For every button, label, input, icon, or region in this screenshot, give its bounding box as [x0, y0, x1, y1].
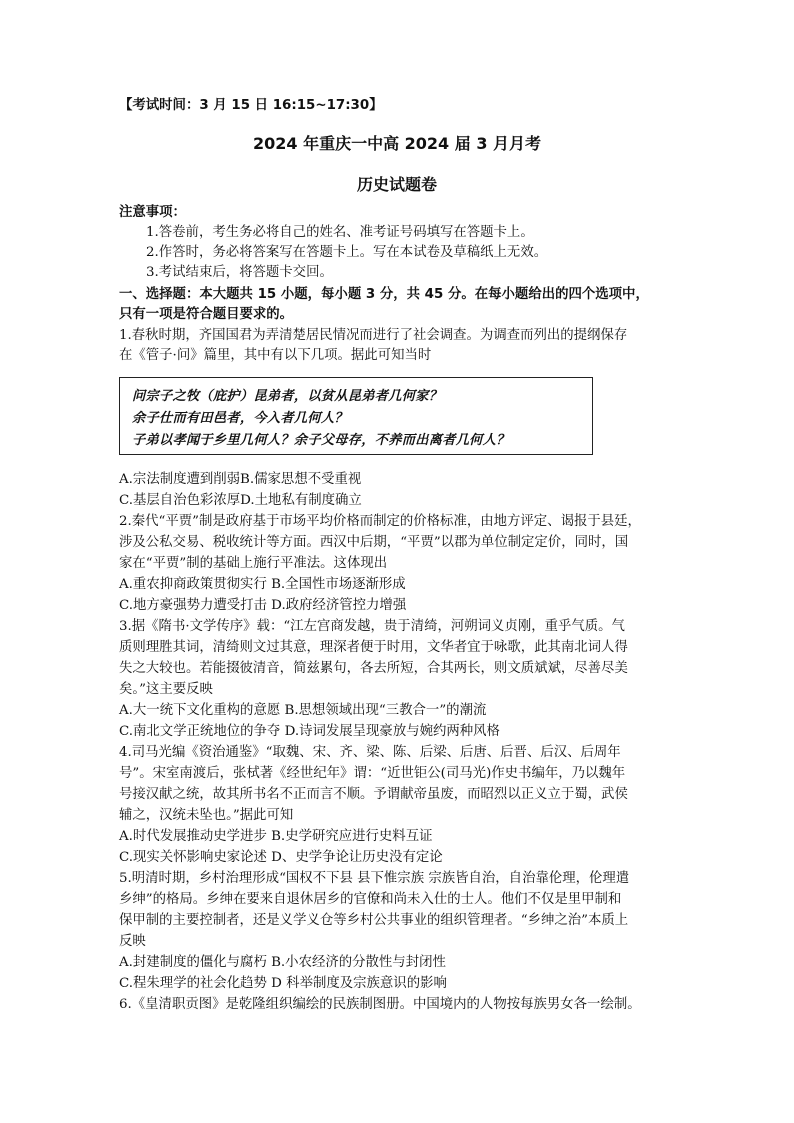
- note-item: 1.答卷前，考生务必将自己的姓名、准考证号码填写在答题卡上。: [146, 225, 534, 240]
- q2-stem: 家在“平贾”制的基础上施行平准法。这体现出: [119, 556, 388, 571]
- q5-stem: 反映: [119, 934, 146, 949]
- q1-quote-line: 余子仕而有田邑者，今入者几何人？: [132, 411, 348, 426]
- q5-stem: 5.明清时期，乡村治理形成“国权不下县 县下惟宗族 宗族皆自治，自治靠伦理，伦理遣: [119, 871, 630, 886]
- q1-option: C.基层自治色彩浓厚D.土地私有制度确立: [119, 493, 362, 508]
- q1-quote-line: 子弟以孝闻于乡里几何人？余子父母存，不养而出离者几何人？: [132, 433, 510, 448]
- q3-stem: 3.据《隋书·文学传序》载：“江左宫商发越，贵于清绮，河朔词义贞刚，重乎气质。气: [119, 619, 625, 634]
- q4-stem: 号”。宋室南渡后，张栻著《经世纪年》谓：“近世钜公(司马光)作史书编年，乃以魏年: [119, 766, 626, 781]
- q1-option: A.宗法制度遭到削弱B.儒家思想不受重视: [119, 472, 362, 487]
- q4-option: C.现实关怀影响史家论述 D、史学争论让历史没有定论: [119, 850, 443, 865]
- q2-stem: 涉及公私交易、税收统计等方面。西汉中后期，“平贾”以郡为单位制定定价，同时，国: [119, 535, 629, 550]
- q4-stem: 辅之，汉统未坠也。”据此可知: [119, 808, 294, 823]
- q5-option: C.程朱理学的社会化趋势 D 科举制度及宗族意识的影响: [119, 976, 447, 991]
- section-heading-cont: 只有一项是符合题目要求的。: [119, 307, 294, 322]
- q4-stem: 号接汉献之统，故其所书名不正而言不顺。予谓献帝虽废，而昭烈以正义立于蜀，武侯: [119, 787, 628, 802]
- q2-option: A.重农抑商政策贯彻实行 B.全国性市场逐渐形成: [119, 577, 406, 592]
- q3-option: A.大一统下文化重构的意愿 B.思想领域出现“三教合一”的潮流: [119, 703, 487, 718]
- q5-stem: 乡绅”的格局。乡绅在要来自退休居乡的官僚和尚未入仕的士人。他们不仅是里甲制和: [119, 892, 622, 907]
- q3-option: C.南北文学正统地位的争夺 D.诗词发展呈现豪放与婉约两种风格: [119, 724, 500, 739]
- note-item: 2.作答时，务必将答案写在答题卡上。写在本试卷及草稿纸上无效。: [146, 245, 548, 260]
- exam-time: 【考试时间：3 月 15 日 16:15~17:30】: [119, 98, 383, 113]
- q4-option: A.时代发展推动史学进步 B.史学研究应进行史料互证: [119, 829, 433, 844]
- q1-quote-line: 问宗子之牧（庇护）昆弟者，以贫从昆弟者几何家？: [132, 389, 443, 404]
- q1-stem: 1.春秋时期，齐国国君为弄清楚居民情况而进行了社会调查。为调查而列出的提纲保存: [119, 328, 628, 343]
- note-item: 3.考试结束后，将答题卡交回。: [146, 265, 333, 280]
- q2-stem: 2.秦代“平贾”制是政府基于市场平均价格而制定的价格标准，由地方评定、谒报于县廷，: [119, 514, 641, 529]
- section-heading: 一、选择题：本大题共 15 小题，每小题 3 分，共 45 分。在每小题给出的四个选项中，: [119, 287, 649, 302]
- notes-heading: 注意事项：: [119, 205, 186, 220]
- q6-stem: 6.《皇清职贡图》是乾隆组织编绘的民族制图册。中国境内的人物按每族男女各一绘制。: [119, 997, 641, 1012]
- exam-title: 2024 年重庆一中高 2024 届 3 月月考: [252, 134, 542, 153]
- q3-stem: 矣。”这主要反映: [119, 682, 213, 697]
- exam-subtitle: 历史试题卷: [356, 175, 437, 194]
- q2-option: C.地方豪强势力遭受打击 D.政府经济管控力增强: [119, 598, 407, 613]
- q4-stem: 4.司马光编《资治通鉴》“取魏、宋、齐、梁、陈、后梁、后唐、后晋、后汉、后周年: [119, 745, 621, 760]
- q1-quote-box: [119, 377, 593, 455]
- q5-stem: 保甲制的主要控制者，还是义学义仓等乡村公共事业的组织管理者。“乡绅之治”本质上: [119, 913, 629, 928]
- q3-stem: 质则理胜其词，清绮则文过其意，理深者便于时用，文华者宜于咏歌，此其南北词人得: [119, 640, 628, 655]
- q3-stem: 失之大较也。若能掇彼清音，简兹累句，各去所短，合其两长，则文质斌斌，尽善尽美: [119, 661, 628, 676]
- q5-option: A.封建制度的僵化与腐朽 B.小农经济的分散性与封闭性: [119, 955, 446, 970]
- q1-stem: 在《管子·问》篇里，其中有以下几项。据此可知当时: [119, 348, 432, 363]
